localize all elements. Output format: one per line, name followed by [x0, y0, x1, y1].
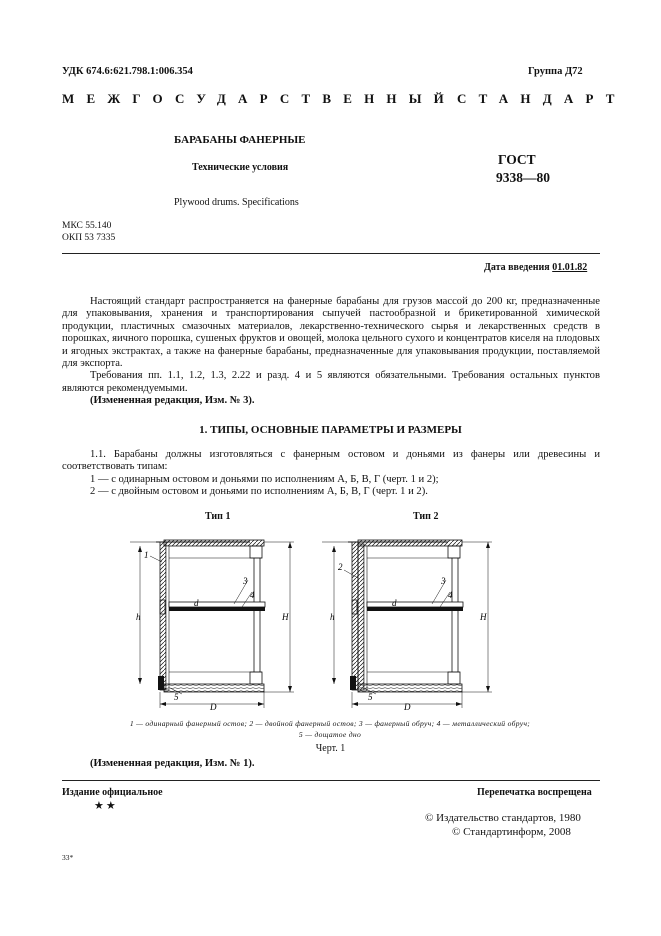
section-1-text [62, 449, 600, 499]
label-5-type-2: 5 [368, 692, 373, 702]
doc-subtitle: Технические условия [192, 162, 289, 173]
label-D-type-1: D [210, 702, 217, 712]
mks-code: МКС 55.140 [62, 221, 112, 231]
standard-label-left: МЕЖГОСУДАРСТВЕННЫЙ [62, 91, 456, 106]
introduction-date [484, 262, 587, 273]
clause-1-1: 1.1. Барабаны должны изготовляться с фанерным остовом и доньями из фанеры или древесины и соответствовать типам: [62, 449, 600, 473]
gost-label: ГОСТ [498, 152, 536, 167]
label-1: 1 [144, 550, 149, 560]
group-code: Группа Д72 [528, 66, 583, 77]
gost-number: 9338—80 [496, 170, 550, 185]
intro-text [62, 296, 600, 408]
standard-label-right: СТАНДАРТ [457, 91, 627, 106]
drum-drawing [100, 522, 520, 712]
label-5-type-1: 5 [174, 692, 179, 702]
okp-code: ОКП 53 7335 [62, 233, 116, 243]
intro-paragraph-scope: Настоящий стандарт распространяется на фанерные барабаны для грузов массой до 200 кг, предназначенные для упаковывания, хранения и транспортирования сыпучей пастообразной и брикетированной химической продукции, пластичных смазочных материалов, лекарственно-технического сырья и лекарственных средств в порошках, яичного порошка, сушеных фруктов и овощей, молока цельного сухого и концентратов киселя на плодовых и ягодных экстрактах, а также на фанерные барабаны, предназначенные для упаковывания продукции, поставляемой для экспорта. [62, 296, 600, 370]
label-d-type-2: d [392, 598, 397, 608]
copyright-1980: © Издательство стандартов, 1980 [425, 812, 581, 824]
copyright-2008: © Стандартинформ, 2008 [452, 826, 571, 838]
doc-title-english: Plywood drums. Specifications [174, 197, 299, 208]
figure-caption-line-1: 1 — одинарный фанерный остов; 2 — двойной фанерный остов; 3 — фанерный обруч; 4 — металлический обруч; [129, 719, 531, 728]
label-4: 4 [250, 590, 255, 600]
udk-code: УДК 674.6:621.798.1:006.354 [62, 66, 193, 77]
figure-caption-line-2: 5 — дощатое дно [298, 730, 362, 739]
label-h-type-1: h [136, 612, 141, 622]
section-1-heading: 1. ТИПЫ, ОСНОВНЫЕ ПАРАМЕТРЫ И РАЗМЕРЫ [199, 424, 462, 436]
label-h-type-2: h [330, 612, 335, 622]
page-number: 33* [62, 853, 74, 862]
label-d-type-1: d [194, 598, 199, 608]
figure-type-2-label: Тип 2 [413, 511, 439, 522]
intro-edit-note: (Измененная редакция, Изм. № 3). [90, 395, 255, 407]
doc-title: БАРАБАНЫ ФАНЕРНЫЕ [174, 134, 306, 146]
divider-top [62, 253, 600, 254]
label-D-type-2: D [404, 702, 411, 712]
drawing-number: Черт. 1 [315, 743, 346, 754]
intro-paragraph-requirements: Требования пп. 1.1, 1.2, 1.3, 2.22 и разд. 4 и 5 являются обязательными. Требования остальных пунктов являются рекомендуемыми. [62, 370, 600, 394]
label-H-type-1: H [282, 612, 289, 622]
drum-type-1 [130, 540, 294, 708]
label-3-type-2: 3 [441, 576, 446, 586]
type-2-item: 2 — с двойным остовом и доньями по исполнениям А, Б, В, Г (черт. 1 и 2). [90, 486, 428, 498]
label-3: 3 [243, 576, 248, 586]
label-2: 2 [338, 562, 343, 572]
official-edition: Издание официальное [62, 787, 163, 798]
divider-bottom [62, 780, 600, 781]
reprint-notice: Перепечатка воспрещена [477, 787, 592, 798]
type-1-item: 1 — с одинарным остовом и доньями по исполнениям А, Б, В, Г (черт. 1 и 2); [90, 473, 439, 485]
edition-stars: ★★ [94, 800, 118, 812]
edit-note-1: (Измененная редакция, Изм. № 1). [90, 758, 255, 769]
label-4-type-2: 4 [448, 590, 453, 600]
label-H-type-2: H [480, 612, 487, 622]
introduction-date-label: Дата введения [484, 262, 550, 273]
drum-type-2 [322, 540, 492, 708]
figure-type-1-label: Тип 1 [205, 511, 231, 522]
introduction-date-value: 01.01.82 [552, 262, 588, 273]
